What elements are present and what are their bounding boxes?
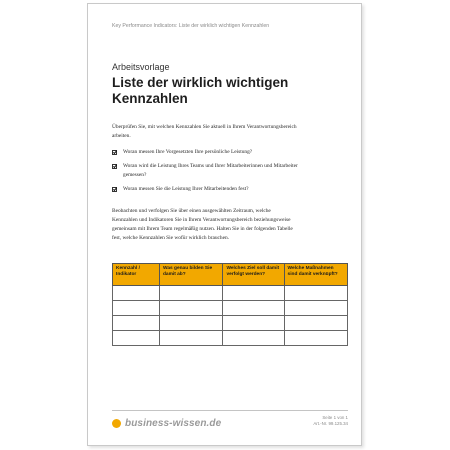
checklist — [112, 148, 322, 199]
kpi-table — [112, 263, 348, 346]
document-page — [87, 3, 362, 446]
checkbox-checked-icon — [112, 150, 117, 155]
table-cell — [113, 331, 160, 346]
table-cell — [284, 286, 347, 301]
footer-divider — [112, 410, 348, 411]
table-cell — [223, 286, 284, 301]
table-row — [113, 316, 348, 331]
logo-text: business-wissen.de — [125, 418, 222, 429]
document-title: Liste der wirklich wichtigen Kennzahlen — [112, 75, 289, 106]
column-header-ziel: Welches Ziel soll damit verfolgt werden? — [223, 264, 284, 286]
document-eyebrow: Arbeitsvorlage — [112, 62, 170, 72]
checklist-item — [112, 185, 322, 194]
table-cell — [223, 316, 284, 331]
table-cell — [113, 316, 160, 331]
checklist-item-text: Woran wird die Leistung Ihres Teams und Ihrer Mitarbeiterinnen und Mitarbeiter gemessen? — [123, 163, 298, 178]
checkbox-checked-icon — [112, 187, 117, 192]
table-cell — [160, 301, 223, 316]
page-meta — [288, 415, 348, 427]
table-cell — [284, 301, 347, 316]
intro-paragraph: Überprüfen Sie, mit welchen Kennzahlen Sie aktuell in Ihrem Verantwortungsbereich arbeiten. — [112, 124, 297, 139]
column-header-massnahmen: Welche Maßnahmen sind damit verknüpft? — [284, 264, 347, 286]
instructions-paragraph: Beobachten und verfolgen Sie über einen ausgewählten Zeitraum, welche Kennzahlen und Indikatoren Sie in Ihrem Verantwortungsbereich beziehungsweise gemeinsam mit Ihrem Team regelmäßig nutzen. Halten Sie in der folgenden Tabelle fest, welche Kennzahlen Sie wofür wirklich brauchen. — [112, 208, 293, 241]
table-cell — [113, 286, 160, 301]
table-cell — [284, 331, 347, 346]
running-header: Key Performance Indicators: Liste der wirklich wichtigen Kennzahlen — [112, 23, 270, 29]
column-header-abbildung: Was genau bilden Sie damit ab? — [160, 264, 223, 286]
logo-dot-icon — [112, 419, 121, 428]
checklist-item — [112, 162, 322, 180]
brand-logo — [112, 418, 221, 429]
checklist-item-text: Woran messen Ihre Vorgesetzten Ihre persönliche Leistung? — [123, 149, 253, 155]
table-header-row — [113, 264, 348, 286]
page-number: Seite 1 von 1 — [322, 415, 348, 420]
checklist-item-text: Woran messen Sie die Leistung Ihrer Mitarbeitenden fest? — [123, 186, 249, 192]
table-row — [113, 301, 348, 316]
checklist-item — [112, 148, 322, 157]
table-cell — [113, 301, 160, 316]
table-cell — [284, 316, 347, 331]
table-cell — [160, 286, 223, 301]
table-cell — [223, 301, 284, 316]
table-cell — [160, 316, 223, 331]
kpi-table-wrapper — [112, 263, 348, 346]
checkbox-checked-icon — [112, 164, 117, 169]
table-cell — [160, 331, 223, 346]
table-row — [113, 286, 348, 301]
table-cell — [223, 331, 284, 346]
article-number: Art.-Nr. 99.125.34 — [313, 421, 348, 426]
column-header-kennzahl: Kennzahl / Indikator — [113, 264, 160, 286]
table-row — [113, 331, 348, 346]
